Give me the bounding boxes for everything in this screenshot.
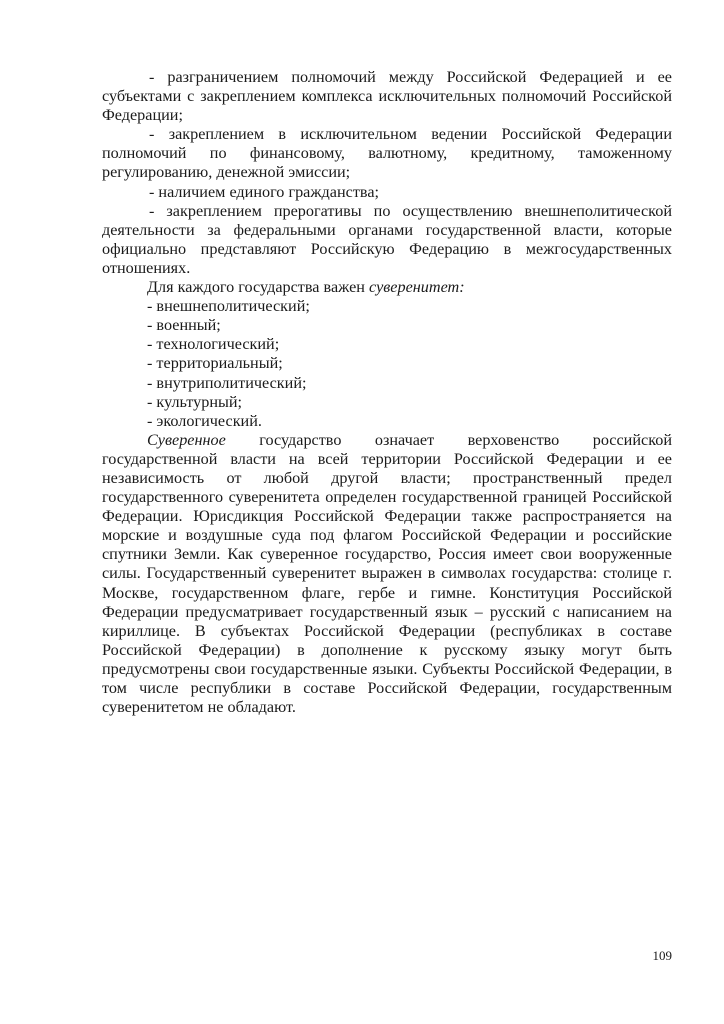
sovereignty-lead-text: Для каждого государства важен	[147, 278, 369, 297]
sovereignty-lead-paragraph	[102, 278, 672, 297]
sovereignty-type-cultural: - культурный;	[147, 392, 243, 411]
page-number: 109	[652, 948, 672, 963]
sovereignty-term: суверенитет:	[369, 278, 465, 297]
sovereign-state-text: государство означает верховенство российской государственной власти на всей территории Российской Федерации и ее независимость от любой другой власти; пространственный предел государственного суверенитета определен государственной границей Российской Федерации. Юрисдикция Российской Федерации также распространяется на морские и воздушные суда под флагом Российской Федерации и российские спутники Земли. Как суверенное государство, Россия имеет свои вооруженные силы. Государственный суверенитет выражен в символах государства: столице г. Москве, государственном флаге, гербе и гимне. Конституция Российской Федерации предусматривает государственный язык – русский с написанием на кириллице. В субъектах Российской Федерации (республиках в составе Российской Федерации) в дополнение к русскому языку могут быть предусмотрены свои государственные языки. Субъекты Российской Федерации, в том числе республики в составе Российской Федерации, государственным суверенитетом не обладают.	[102, 430, 672, 717]
intro-item-2: - закреплением в исключительном ведении Российской Федерации полномочий по финансовому, валютному, кредитному, таможенному регулированию, денежной эмиссии;	[102, 125, 672, 182]
intro-item-3: - наличием единого гражданства;	[149, 182, 380, 201]
sovereignty-type-domestic-policy: - внутриполитический;	[147, 373, 307, 392]
body-text	[102, 68, 672, 717]
sovereignty-type-military: - военный;	[147, 316, 221, 335]
sovereignty-type-foreign-policy: - внешнеполитический;	[147, 297, 310, 316]
sovereign-state-paragraph	[102, 431, 672, 717]
sovereignty-type-ecological: - экологический.	[147, 411, 262, 430]
sovereign-term: Суверенное	[147, 430, 226, 449]
sovereignty-type-territorial: - территориальный;	[147, 354, 283, 373]
intro-item-4: - закреплением прерогативы по осуществлению внешнеполитической деятельности за федеральными органами государственной власти, которые официально представляют Российскую Федерацию в межгосударственных отношениях.	[102, 201, 672, 277]
sovereignty-type-technological: - технологический;	[147, 335, 280, 354]
intro-item-1: - разграничением полномочий между Российской Федерацией и ее субъектами с закреплением комплекса исключительных полномочий Российской Федерации;	[102, 68, 672, 125]
